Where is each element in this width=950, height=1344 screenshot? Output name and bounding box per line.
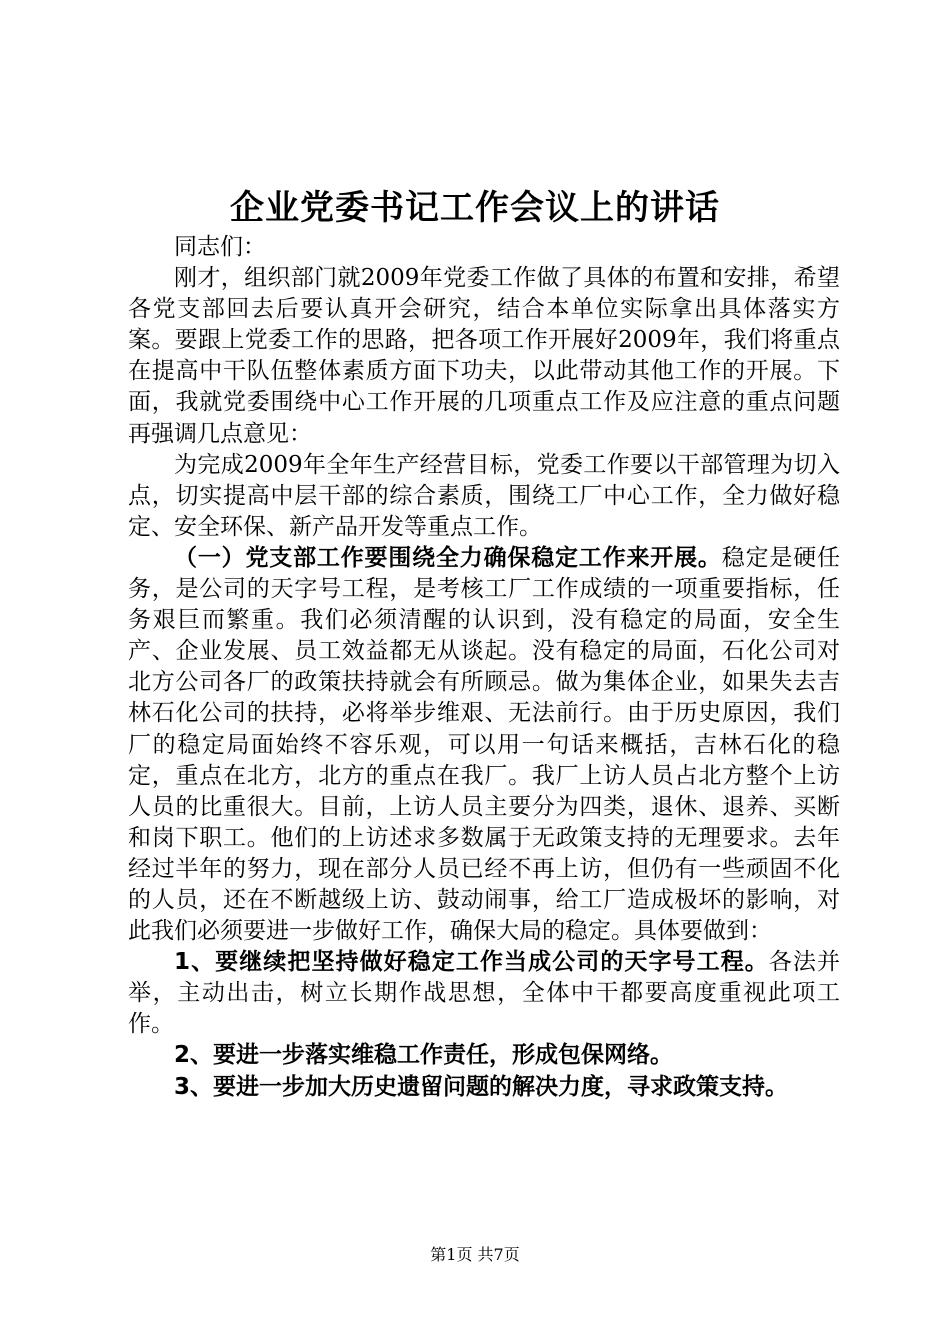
item-1-body: 各法并举，主动出击，树立长期作战思想，全体中干都要高度重视此项工作。 (128, 949, 840, 1038)
document-title: 企业党委书记工作会议上的讲话 (230, 188, 720, 228)
salutation: 同志们： (174, 234, 266, 260)
item-1-heading: 1、要继续把坚持做好稳定工作当成公司的天字号工程。 (174, 949, 769, 976)
item-3-heading: 3、要进一步加大历史遗留问题的解决力度，寻求政策支持。 (174, 1073, 789, 1100)
section-1 (128, 543, 840, 947)
document-body (128, 232, 840, 1103)
page-number-footer: 第1页 共7页 (430, 1245, 520, 1264)
item-1 (128, 947, 840, 1040)
paragraph-goals: 为完成2009年全年生产经营目标，党委工作要以干部管理为切入点，切实提高中层干部的综合素质，围绕工厂中心工作，全力做好稳定、安全环保、新产品开发等重点工作。 (128, 451, 840, 540)
item-2-heading: 2、要进一步落实维稳工作责任，形成包保网络。 (174, 1042, 674, 1069)
section-1-heading: （一）党支部工作要围绕全力确保稳定工作来开展。 (174, 544, 722, 571)
paragraph-intro: 刚才，组织部门就2009年党委工作做了具体的布置和安排，希望各党支部回去后要认真开会研究，结合本单位实际拿出具体落实方案。要跟上党委工作的思路，把各项工作开展好2009年，我们将重点在提高中干队伍整体素质方面下功夫，以此带动其他工作的开展。下面，我就党委围绕中心工作开展的几项重点工作及应注意的重点问题再强调几点意见： (128, 265, 840, 447)
section-1-body: 稳定是硬任务，是公司的天字号工程，是考核工厂工作成绩的一项重要指标，任务艰巨而繁重。我们必须清醒的认识到，没有稳定的局面，安全生产、企业发展、员工效益都无从谈起。没有稳定的局面，石化公司对北方公司各厂的政策扶持就会有所顾忌。做为集体企业，如果失去吉林石化公司的扶持，必将举步维艰、无法前行。由于历史原因，我们厂的稳定局面始终不容乐观，可以用一句话来概括，吉林石化的稳定，重点在北方，北方的重点在我厂。我厂上访人员占北方整个上访人员的比重很大。目前，上访人员主要分为四类，退休、退养、买断和岗下职工。他们的上访述求多数属于无政策支持的无理要求。去年经过半年的努力，现在部分人员已经不再上访，但仍有一些顽固不化的人员，还在不断越级上访、鼓动闹事，给工厂造成极坏的影响，对此我们必须要进一步做好工作，确保大局的稳定。具体要做到： (128, 544, 841, 945)
